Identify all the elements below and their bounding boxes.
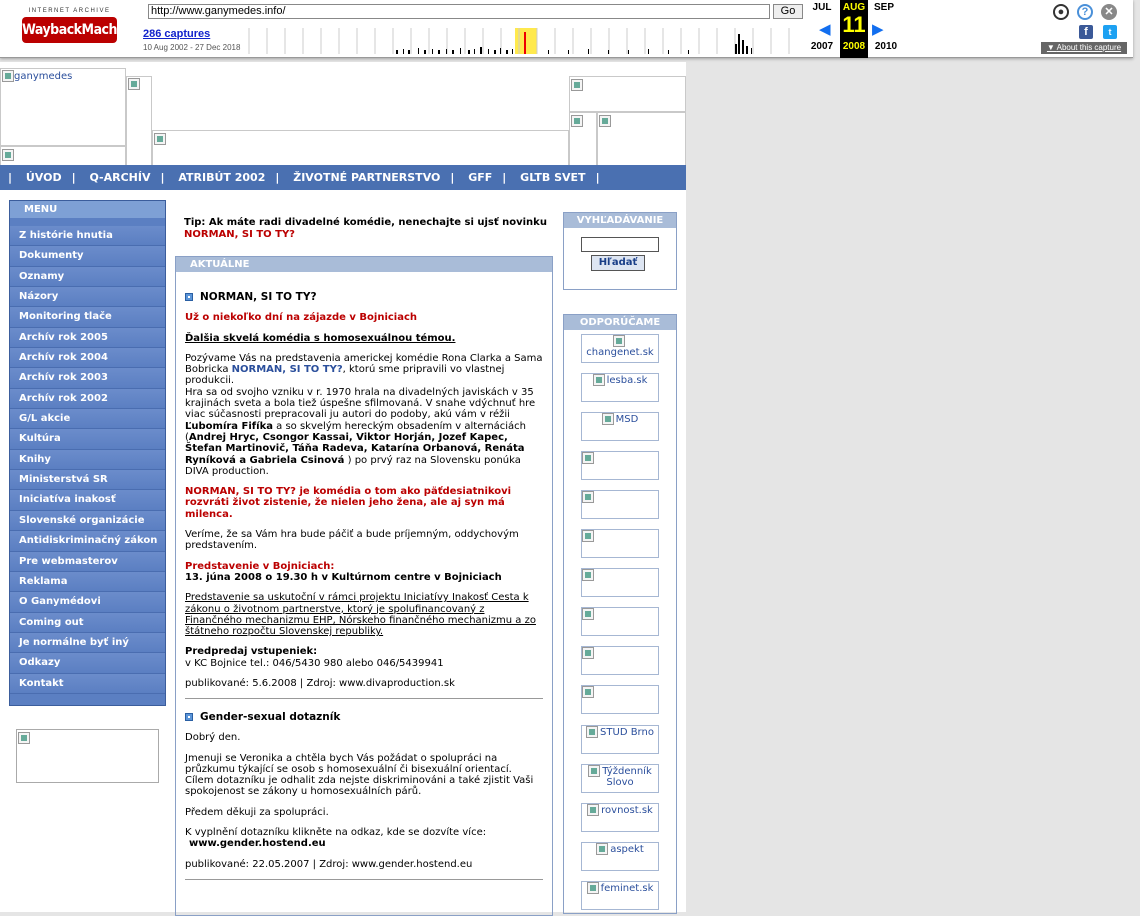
article-paragraph <box>185 827 543 850</box>
prev-year[interactable]: 2007 <box>810 41 834 52</box>
nav-uvod[interactable]: ÚVOD <box>25 171 62 184</box>
tip-link[interactable]: NORMAN, SI TO TY? <box>184 229 295 240</box>
next-arrow-icon[interactable]: ▶ <box>872 21 884 38</box>
partner-link[interactable] <box>581 764 659 793</box>
search-box <box>563 212 677 290</box>
partner-label: rovnost.sk <box>601 805 653 816</box>
partner-link[interactable] <box>581 529 659 558</box>
article-title[interactable]: Gender-sexual dotazník <box>200 711 341 723</box>
header-image-4 <box>152 130 569 166</box>
partner-link[interactable] <box>581 490 659 519</box>
partner-label: lesba.sk <box>606 375 648 386</box>
next-year[interactable]: 2010 <box>874 41 898 52</box>
bullet-icon <box>185 293 193 301</box>
broken-image-icon <box>2 70 14 82</box>
article-highlight: NORMAN, SI TO TY? je komédia o tom ako päťdesiatnikovi rozvráti život zistenie, že nielen jeho žena, ale aj syn má milenca. <box>185 486 512 520</box>
broken-image-icon <box>582 530 594 542</box>
left-menu <box>9 200 166 706</box>
prev-arrow-icon[interactable]: ◀ <box>819 21 831 38</box>
menu-item[interactable]: Z histórie hnutia <box>10 226 165 246</box>
current-year: 2008 <box>842 41 866 52</box>
nav-atribut-2002[interactable]: ATRIBÚT 2002 <box>178 171 266 184</box>
top-navigation: | ÚVOD | Q-ARCHÍV | ATRIBÚT 2002 | ŽIVOTNÉ PARTNERSTVO | GFF | GLTB SVET | <box>0 165 686 190</box>
menu-item[interactable]: Archív rok 2003 <box>10 368 165 388</box>
wayback-toolbar <box>0 0 1133 58</box>
partner-label: Týždenník Slovo <box>602 766 652 788</box>
performance-label: Predstavenie v Bojniciach: <box>185 560 335 572</box>
recommended-title: ODPORÚČAME <box>564 315 676 330</box>
header-image-3 <box>126 76 152 166</box>
article-gender <box>185 712 543 880</box>
menu-item[interactable]: Coming out <box>10 613 165 633</box>
broken-image-icon <box>154 133 166 145</box>
menu-item[interactable]: Iniciatíva inakosť <box>10 490 165 510</box>
text: K vyplnění dotazníku klikněte na odkaz, kde se dozvíte více: <box>185 827 487 839</box>
broken-image-icon <box>586 726 598 738</box>
broken-image-icon <box>593 374 605 386</box>
broken-image-icon <box>2 149 14 161</box>
survey-link[interactable]: www.gender.hostend.eu <box>189 838 326 850</box>
article-title[interactable]: NORMAN, SI TO TY? <box>200 291 317 303</box>
menu-item[interactable]: Dokumenty <box>10 246 165 266</box>
menu-item[interactable]: Kultúra <box>10 429 165 449</box>
menu-item[interactable]: G/L akcie <box>10 409 165 429</box>
prev-month[interactable]: JUL <box>812 2 832 13</box>
menu-item[interactable]: Názory <box>10 287 165 307</box>
partner-link[interactable] <box>581 334 659 363</box>
broken-image-icon <box>582 686 594 698</box>
director-name: Ľubomíra Fifíka <box>185 420 273 432</box>
close-icon[interactable]: ✕ <box>1101 4 1117 20</box>
text: , ktorú sme pripravili vo vlastnej produkcii. <box>185 364 505 387</box>
captures-range: 10 Aug 2002 - 27 Dec 2018 <box>143 43 241 52</box>
search-input[interactable] <box>581 237 659 252</box>
partner-link[interactable] <box>581 373 659 402</box>
next-month[interactable]: SEP <box>873 2 894 13</box>
logo-top-text: INTERNET ARCHIVE <box>28 8 111 14</box>
partner-label: STUD Brno <box>600 727 654 738</box>
ganymedes-page <box>0 62 686 912</box>
article-norman <box>185 292 543 699</box>
article-paragraph <box>185 353 543 477</box>
text: Hra sa od svojho vzniku v r. 1970 hrala na divadelných javiskách v 35 krajinách sveta a bola tiež úspešne sfilmovaná. V snahe vdýchnuť hre viac súčasnosti prepracovali ju autori do podoby, akú vám v réžii <box>185 386 536 421</box>
menu-item[interactable]: Antidiskriminačný zákon <box>10 531 165 551</box>
partner-link[interactable] <box>581 412 659 441</box>
tickets-phone: v KC Bojnice tel.: 046/5430 980 alebo 046/5439941 <box>185 657 444 669</box>
calendar-nav <box>808 0 903 58</box>
text: a so skvelým hereckým obsadením v alternáciách ( <box>185 420 527 443</box>
article-paragraph: Předem děkuji za spolupráci. <box>185 806 329 818</box>
broken-image-icon <box>18 732 30 744</box>
url-input[interactable]: http://www.ganymedes.info/ <box>148 4 770 19</box>
nav-gltb-svet[interactable]: GLTB SVET <box>520 171 586 184</box>
tip-lead: Tip: Ak máte radi divadelné komédie, nenechajte si ujsť novinku <box>184 217 547 228</box>
nav-q-archiv[interactable]: Q-ARCHÍV <box>89 171 151 184</box>
broken-image-icon <box>613 335 625 347</box>
go-button[interactable]: Go <box>773 4 803 19</box>
partner-label: MSD <box>615 414 639 425</box>
performance-info <box>185 561 543 584</box>
current-day: 11 <box>840 13 868 37</box>
menu-item[interactable]: Je normálne byť iný <box>10 633 165 653</box>
partner-link[interactable] <box>581 881 659 910</box>
left-banner-image[interactable] <box>16 729 159 783</box>
show-name: NORMAN, SI TO TY? <box>231 364 343 376</box>
captures-link[interactable]: 286 captures <box>143 28 211 40</box>
about-capture-link[interactable]: ▼ About this capture <box>1041 42 1127 54</box>
current-month: AUG <box>842 2 866 13</box>
news-box-title: AKTUÁLNE <box>176 257 552 272</box>
article-divider <box>185 698 543 699</box>
nav-zivotne-partnerstvo[interactable]: ŽIVOTNÉ PARTNERSTVO <box>293 171 441 184</box>
article-paragraph: Jmenuji se Veronika a chtěla bych Vás požádat o spolupráci na průzkumu týkající se osob s homosexuální či bisexuální orientací. Cílem dotazníku je odhalit zda nejste diskriminováni a také zjistit Vaši spokojenost se zákony u homosexuálních párů. <box>185 752 534 798</box>
broken-image-icon <box>582 452 594 464</box>
broken-image-icon <box>582 569 594 581</box>
broken-image-icon <box>582 647 594 659</box>
header-logo-alt: ganymedes <box>14 71 73 82</box>
cast-names: Andrej Hryc, Csongor Kassai, Viktor Horján, Jozef Kapec, Štefan Martinovič, Táňa Radeva, Katarína Orbanová, Renáta Ryníková a Gabriela Csinová <box>185 431 525 466</box>
tip-text <box>184 217 554 241</box>
tickets-info <box>185 646 543 669</box>
search-title: VYHĽADÁVANIE <box>564 213 676 228</box>
article-subtitle: Už o niekoľko dní na zájazde v Bojniciach <box>185 312 418 324</box>
article-published: publikované: 22.05.2007 | Zdroj: www.gender.hostend.eu <box>185 858 473 870</box>
broken-image-icon <box>599 115 611 127</box>
logo-main-text: WaybackMachine <box>22 17 117 43</box>
menu-item[interactable]: Reklama <box>10 572 165 592</box>
broken-image-icon <box>596 843 608 855</box>
facebook-icon[interactable]: f <box>1079 25 1093 39</box>
broken-image-icon <box>587 882 599 894</box>
help-icon[interactable]: ? <box>1077 4 1093 20</box>
text: Pozývame Vás na predstavenia americkej komédie Rona Clarka a Sama Bobricka <box>185 352 543 376</box>
broken-image-icon <box>582 491 594 503</box>
nav-gff[interactable]: GFF <box>468 171 493 184</box>
performance-date: 13. júna 2008 o 19.30 h v Kultúrnom centre v Bojniciach <box>185 571 502 583</box>
user-icon[interactable]: ● <box>1053 4 1069 20</box>
partner-label: changenet.sk <box>586 347 654 358</box>
menu-item[interactable]: Odkazy <box>10 653 165 673</box>
article-paragraph: Dobrý den. <box>185 732 241 744</box>
header-logo-image[interactable] <box>0 68 126 146</box>
partner-link[interactable] <box>581 685 659 714</box>
wayback-logo[interactable] <box>22 8 138 48</box>
menu-item[interactable]: Archív rok 2005 <box>10 328 165 348</box>
header-image-2 <box>0 146 126 166</box>
broken-image-icon <box>588 765 600 777</box>
partner-label: feminet.sk <box>600 883 654 894</box>
text: ) po prvý raz na Slovensku ponúka DIVA production. <box>185 454 521 477</box>
recommended-box <box>563 314 677 914</box>
partner-link[interactable] <box>581 451 659 480</box>
about-capture-label: About this capture <box>1056 43 1122 52</box>
menu-item[interactable]: Monitoring tlače <box>10 307 165 327</box>
captures-sparkline[interactable] <box>248 28 804 54</box>
article-paragraph: Veríme, že sa Vám hra bude páčiť a bude príjemným, oddychovým predstavením. <box>185 529 519 552</box>
project-info: Predstavenie sa uskutoční v rámci projektu Iniciatívy Inakosť Cesta k zákonu o životnom partnerstve, ktorý je spolufinancovaný z Finančného mechanizmu EHP, Nórskeho finančného mechanizmu a zo štátneho rozpočtu Slovenskej republiky. <box>185 592 536 638</box>
broken-image-icon <box>128 78 140 90</box>
broken-image-icon <box>582 608 594 620</box>
header-image-7 <box>597 112 686 166</box>
partner-link[interactable] <box>581 842 659 871</box>
partner-link[interactable] <box>581 607 659 636</box>
menu-item[interactable]: Kontakt <box>10 674 165 694</box>
header-image-6 <box>569 112 597 166</box>
article-divider <box>185 879 543 880</box>
menu-item[interactable]: Archív rok 2004 <box>10 348 165 368</box>
menu-item[interactable]: Pre webmasterov <box>10 552 165 572</box>
article-subheading: Ďalšia skvelá komédia s homosexuálnou témou. <box>185 332 456 344</box>
news-box <box>175 256 553 916</box>
broken-image-icon <box>587 804 599 816</box>
article-published: publikované: 5.6.2008 | Zdroj: www.divaproduction.sk <box>185 678 455 690</box>
broken-image-icon <box>571 79 583 91</box>
menu-item[interactable]: Ministerstvá SR <box>10 470 165 490</box>
broken-image-icon <box>602 413 614 425</box>
partner-label: aspekt <box>610 844 644 855</box>
toolbar-icons <box>1053 4 1123 44</box>
partner-link[interactable] <box>581 803 659 832</box>
partner-link[interactable] <box>581 725 659 754</box>
partner-link[interactable] <box>581 568 659 597</box>
current-capture <box>840 0 868 58</box>
search-button[interactable]: Hľadať <box>591 255 645 271</box>
menu-item[interactable]: Archív rok 2002 <box>10 389 165 409</box>
tickets-label: Predpredaj vstupeniek: <box>185 646 318 658</box>
menu-item[interactable]: Knihy <box>10 450 165 470</box>
menu-item[interactable]: O Ganymédovi <box>10 592 165 612</box>
menu-title: MENU <box>10 201 165 218</box>
header-image-5 <box>569 76 686 112</box>
bullet-icon <box>185 713 193 721</box>
twitter-icon[interactable]: t <box>1103 25 1117 39</box>
broken-image-icon <box>571 115 583 127</box>
partner-link[interactable] <box>581 646 659 675</box>
menu-item[interactable]: Oznamy <box>10 267 165 287</box>
menu-item[interactable]: Slovenské organizácie <box>10 511 165 531</box>
